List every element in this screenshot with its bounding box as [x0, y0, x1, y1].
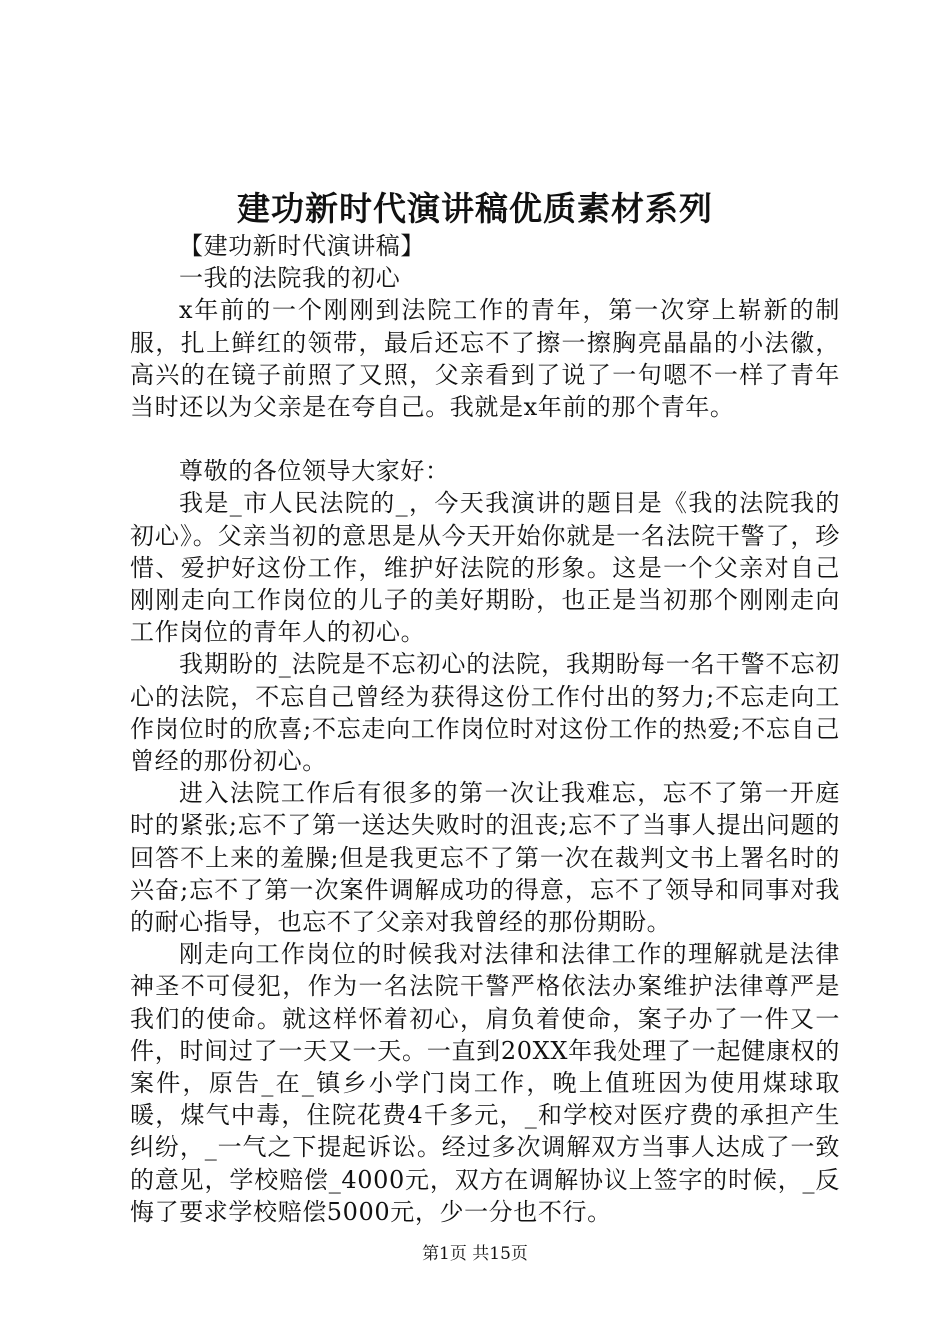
section-heading: 【建功新时代演讲稿】 [179, 232, 425, 260]
body-paragraph: x年前的一个刚刚到法院工作的青年，第一次穿上崭新的制服，扎上鲜红的领带，最后还忘不了擦一擦胸亮晶晶的小法徽，高兴的在镜子前照了又照，父亲看到了说了一句嗯不一样了青年当时还以为父亲是在夸自己。我就是x年前的那个青年。 [130, 296, 840, 422]
greeting-line: 尊敬的各位领导大家好： [179, 457, 450, 486]
document-body [130, 230, 840, 1228]
body-paragraph: 刚走向工作岗位的时候我对法律和法律工作的理解就是法律神圣不可侵犯，作为一名法院干警严格依法办案维护法律尊严是我们的使命。就这样怀着初心，肩负着使命，案子办了一件又一件，时间过了一天又一天。一直到20XX年我处理了一起健康权的案件，原告_在_镇乡小学门岗工作，晚上值班因为使用煤球取暖，煤气中毒，住院花费4千多元，_和学校对医疗费的承担产生纠纷，_一气之下提起诉讼。经过多次调解双方当事人达成了一致的意见，学校赔偿_4000元，双方在调解协议上签字的时候，_反悔了要求学校赔偿5000元，少一分也不行。 [130, 940, 840, 1226]
page-number-footer: 第1页 共15页 [422, 1244, 528, 1264]
document-title: 建功新时代演讲稿优质素材系列 [237, 189, 713, 228]
body-paragraph: 我期盼的_法院是不忘初心的法院，我期盼每一名干警不忘初心的法院，不忘自己曾经为获得这份工作付出的努力;不忘走向工作岗位时的欣喜;不忘走向工作岗位时对这份工作的热爱;不忘自己曾经的那份初心。 [130, 650, 840, 776]
subtitle-line: 一我的法院我的初心 [179, 264, 401, 293]
body-paragraph: 进入法院工作后有很多的第一次让我难忘，忘不了第一开庭时的紧张;忘不了第一送达失败时的沮丧;忘不了当事人提出问题的回答不上来的羞臊;但是我更忘不了第一次在裁判文书上署名时的兴奋;忘不了第一次案件调解成功的得意，忘不了领导和同事对我的耐心指导，也忘不了父亲对我曾经的那份期盼。 [130, 779, 840, 937]
body-paragraph: 我是_市人民法院的_，今天我演讲的题目是《我的法院我的初心》。父亲当初的意思是从今天开始你就是一名法院干警了，珍惜、爱护好这份工作，维护好法院的形象。这是一个父亲对自己刚刚走向工作岗位的儿子的美好期盼，也正是当初那个刚刚走向工作岗位的青年人的初心。 [130, 489, 840, 647]
